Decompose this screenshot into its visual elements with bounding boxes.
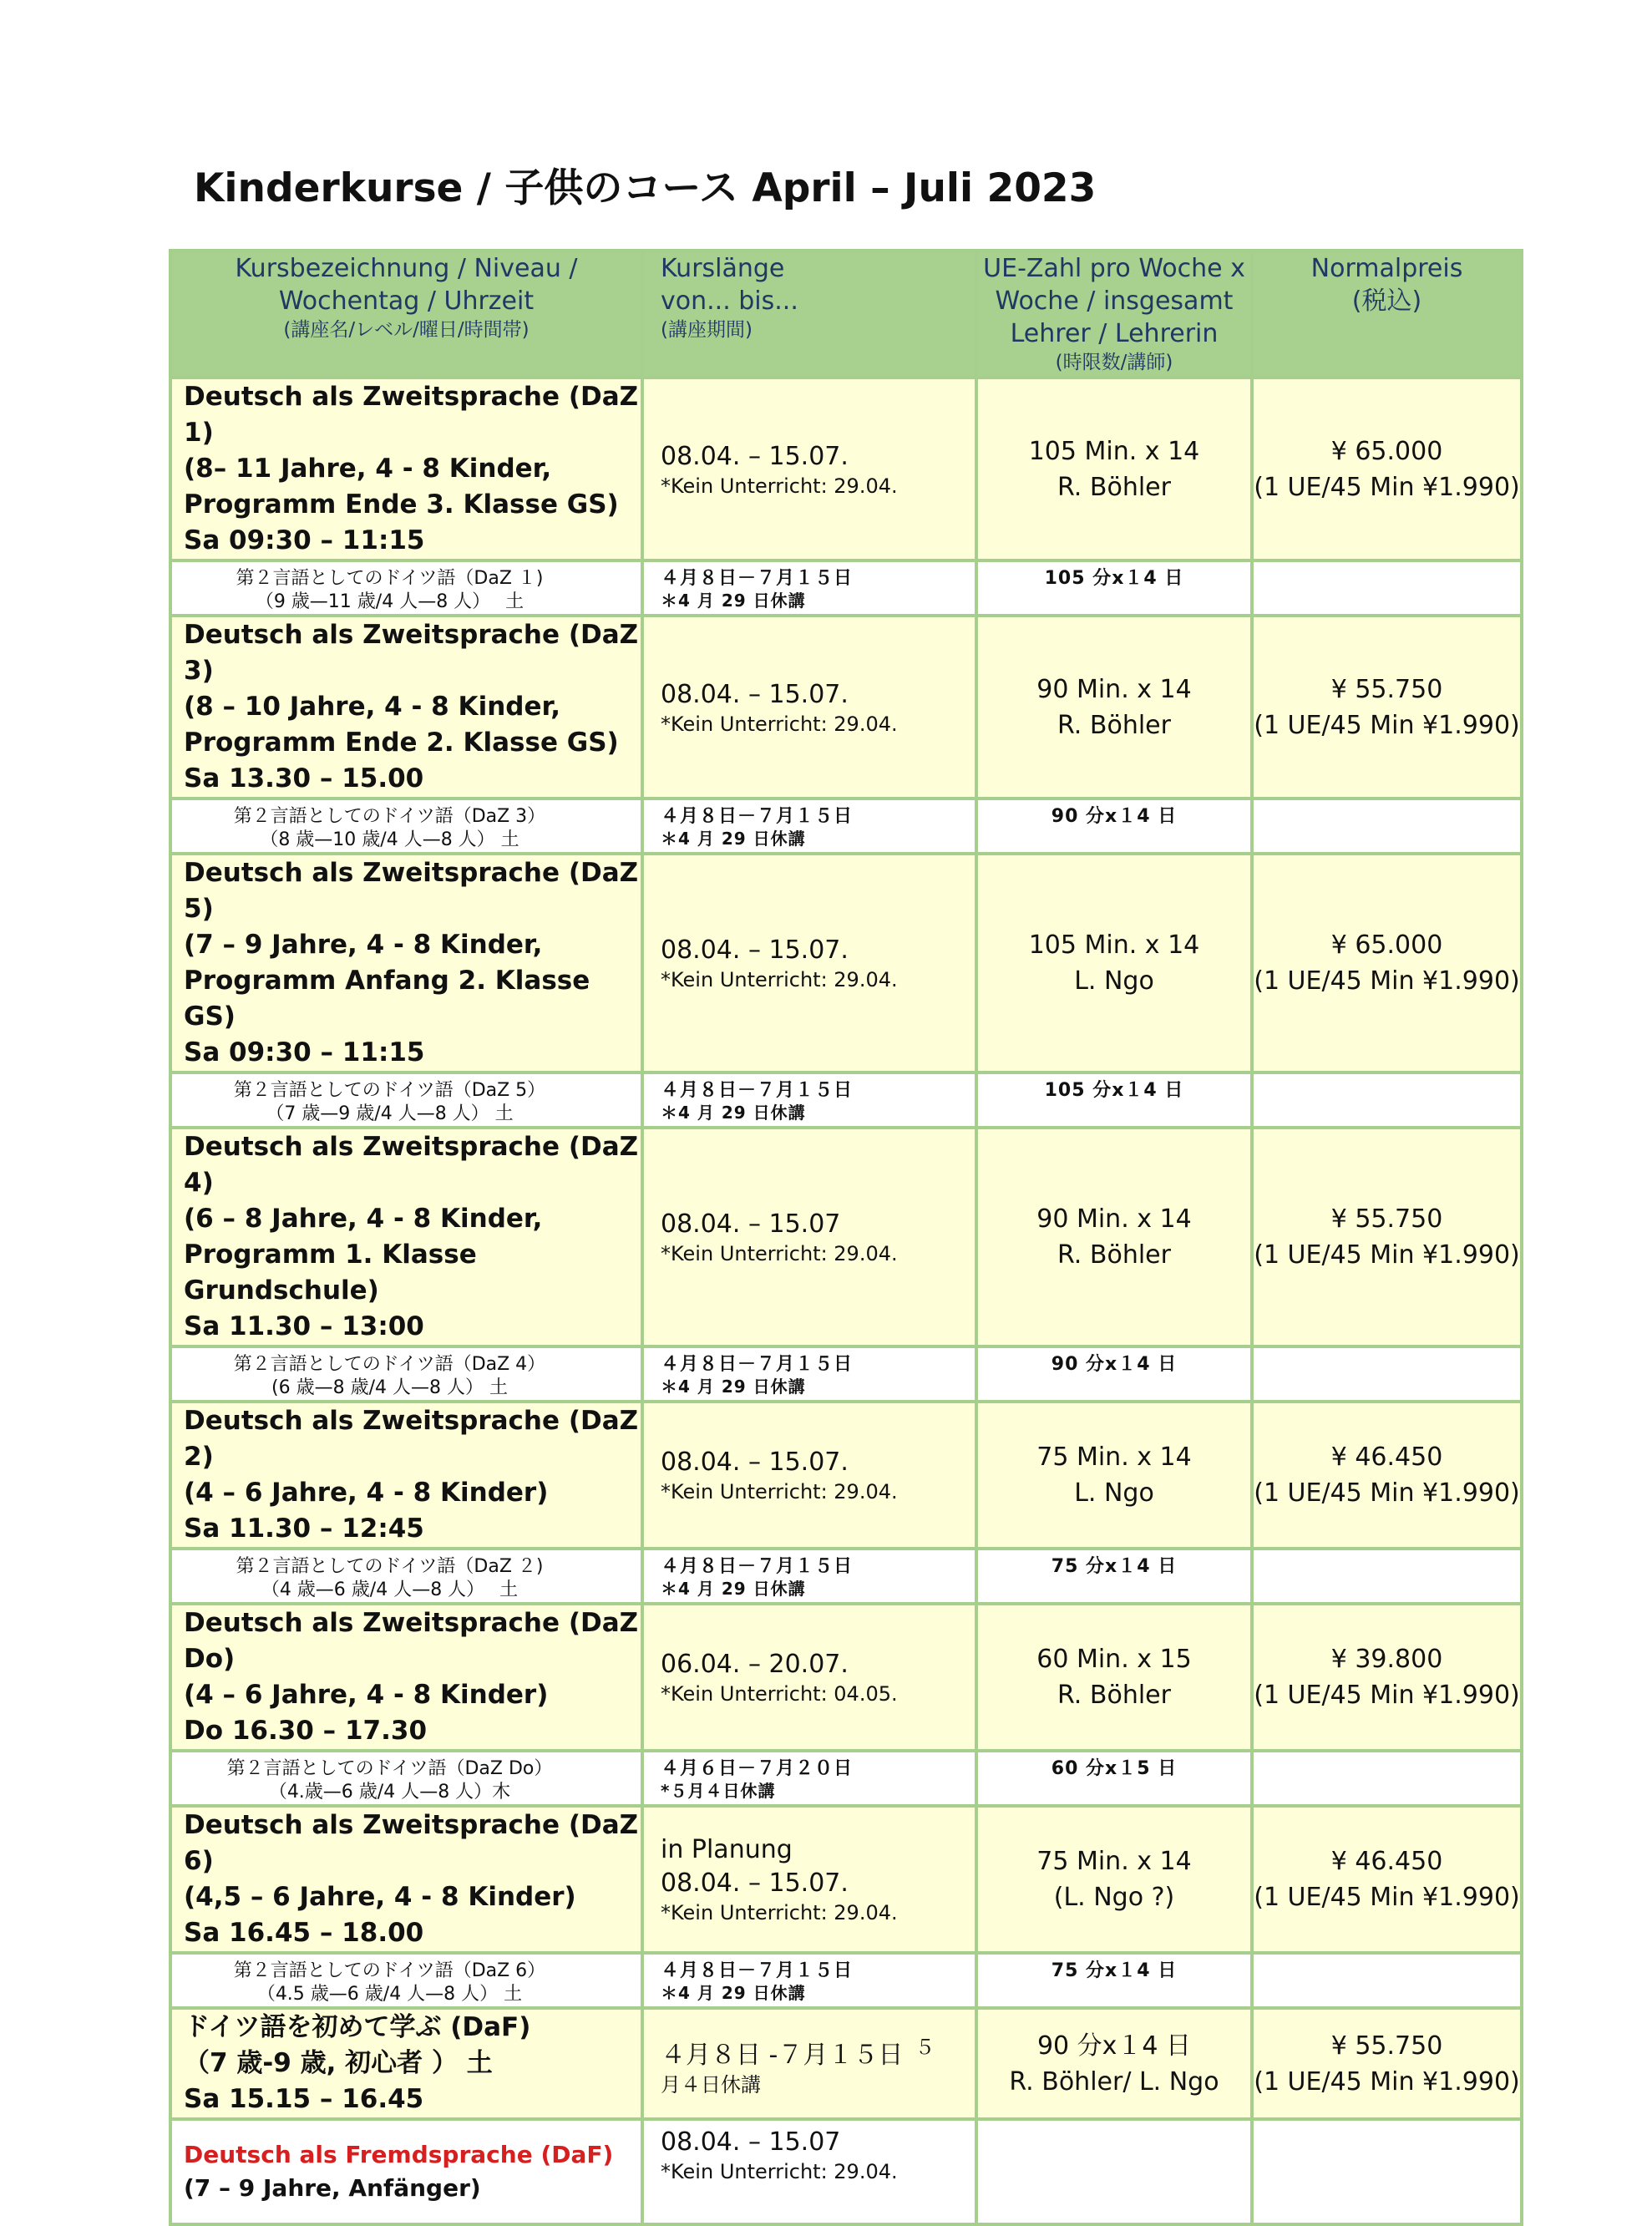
jp-dates-cell [642,1346,976,1402]
course-name-cell [170,378,642,560]
course-lessons-cell [976,616,1252,799]
course-dates-cell [642,378,976,560]
jp-no-class-note: ＊4 月 29 日休講 [661,1377,806,1397]
course-price-cell [1252,1128,1522,1346]
header-course-name: Kursbezeichnung / Niveau / Wochentag / Uhrzeit (講座名/レベル/曜日/時間帯) [170,251,642,378]
page-title: Kinderkurse / 子供のコース April – Juli 2023 [194,165,1097,211]
jp-no-class-note: ＊4 月 29 日休講 [661,591,806,611]
course-row [170,1402,1522,1549]
jp-dates: ４月６日－７月２０日 [661,1758,854,1779]
course-price-cell [1252,1806,1522,1953]
course-price-cell [1252,1402,1522,1549]
daf-lessons-cell [976,2119,1252,2224]
course-japanese-row [170,1346,1522,1402]
jp-lessons-cell [976,1549,1252,1604]
course-lessons-line: R. Böhler [1057,1240,1171,1270]
course-name-line: (8– 11 Jahre, 4 - 8 Kinder, [184,454,552,484]
jp-course-name-line: 第２言語としてのドイツ語（DaZ １) [236,568,544,589]
course-name-line: Deutsch als Zweitsprache (DaZ 3) [184,620,639,686]
course-price-line: ¥ 55.750 [1330,1204,1443,1234]
header-lessons-teacher: UE-Zahl pro Woche x Woche / insgesamt Lehrer / Lehrerin (時限数/講師) [976,251,1252,378]
daf-jp-name-line: （7 歳-9 歳, 初心者 ） 土 [184,2048,493,2078]
jp-course-name-line: 第２言語としてのドイツ語（DaZ ２) [236,1556,544,1577]
course-row [170,378,1522,560]
jp-lessons: 90 分x１4 日 [1051,1354,1178,1375]
course-dates-cell [642,616,976,799]
course-lessons-line: L. Ngo [1074,1478,1154,1508]
course-price-cell [1252,854,1522,1072]
jp-lessons-cell [976,1072,1252,1128]
course-name-line: Deutsch als Zweitsprache (DaZ 2) [184,1406,639,1472]
course-price-line: (1 UE/45 Min ¥1.990) [1254,1883,1520,1912]
course-name-line: (6 – 8 Jahre, 4 - 8 Kinder, [184,1204,543,1234]
course-price-line: (1 UE/45 Min ¥1.990) [1254,966,1520,996]
jp-dates: ４月８日－７月１５日 [661,1354,854,1375]
header-price: Normalpreis (税込) [1252,251,1522,378]
jp-no-class-note: ＊4 月 29 日休講 [661,829,806,849]
daf-name: Deutsch als Fremdsprache (DaF) [184,2141,614,2168]
jp-lessons: 90 分x１4 日 [1051,806,1178,827]
course-name-line: Programm 1. Klasse Grundschule) [184,1240,477,1306]
course-lessons-line: 75 Min. x 14 [1036,1847,1192,1876]
course-lessons-line: 90 Min. x 14 [1036,674,1192,704]
daf-dates: 08.04. – 15.07 [661,2127,841,2157]
course-price-line: ¥ 65.000 [1330,436,1443,466]
course-price-line: (1 UE/45 Min ¥1.990) [1254,1240,1520,1270]
daf-no-class-note: *Kein Unterricht: 29.04. [661,2160,898,2183]
course-price-line: (1 UE/45 Min ¥1.990) [1254,710,1520,740]
course-table [169,249,1523,2226]
course-name-line: Deutsch als Zweitsprache (DaZ 4) [184,1132,639,1198]
jp-dates: ４月８日－７月１５日 [661,1960,854,1981]
course-dates: 08.04. – 15.07 [661,1209,841,1239]
jp-lessons: 75 分x１4 日 [1051,1556,1178,1577]
jp-dates: ４月８日－７月１５日 [661,1556,854,1577]
daf-price-cell [1252,2119,1522,2224]
jp-course-name-cell [170,1346,642,1402]
course-name-line: (7 – 9 Jahre, 4 - 8 Kinder, [184,930,543,960]
course-name-cell [170,1402,642,1549]
course-name-line: Programm Anfang 2. Klasse GS) [184,966,590,1032]
jp-dates-cell [642,1953,976,2008]
course-name-line: Programm Ende 3. Klasse GS) [184,489,619,520]
jp-lessons-cell [976,1751,1252,1806]
jp-course-name-cell [170,1549,642,1604]
daf-jp-dates-cell [642,2008,976,2119]
daf-jp-name-cell [170,2008,642,2119]
jp-no-class-note: ＊4 月 29 日休講 [661,1579,806,1599]
jp-dates-cell [642,1751,976,1806]
jp-lessons-cell [976,560,1252,616]
jp-price-cell [1252,1751,1522,1806]
course-name-cell [170,1604,642,1751]
jp-dates: ４月８日－７月１５日 [661,1080,854,1101]
jp-price-cell [1252,560,1522,616]
jp-course-name-cell [170,560,642,616]
course-price-cell [1252,378,1522,560]
jp-course-name-line: 第２言語としてのドイツ語（DaZ Do） [226,1758,553,1779]
course-name-line: (4 – 6 Jahre, 4 - 8 Kinder) [184,1478,549,1508]
daf-jp-dates-superscript: ５ [915,2035,935,2059]
daf-jp-dates-line [661,2031,975,2072]
jp-course-name-line: （7 歳—9 歳/4 人—8 人） 土 [266,1103,514,1124]
course-dates-cell [642,1128,976,1346]
course-lessons-line: 90 Min. x 14 [1036,1204,1192,1234]
daf-japanese-row [170,2008,1522,2119]
daf-row [170,2119,1522,2224]
course-japanese-row [170,1072,1522,1128]
course-lessons-cell [976,1604,1252,1751]
course-row [170,616,1522,799]
course-row [170,1128,1522,1346]
course-dates: 08.04. – 15.07. [661,441,849,471]
course-name-cell [170,616,642,799]
course-japanese-row [170,1751,1522,1806]
course-name-line: (4 – 6 Jahre, 4 - 8 Kinder) [184,1680,549,1710]
course-price-line: ¥ 39.800 [1330,1645,1443,1674]
course-lessons-cell [976,1806,1252,1953]
course-name-line: Deutsch als Zweitsprache (DaZ 6) [184,1810,639,1876]
daf-jp-name-line: Sa 15.15 – 16.45 [184,2084,424,2114]
jp-course-name-line: （4 歳—6 歳/4 人—8 人） 土 [261,1579,519,1600]
course-name-line: Sa 09:30 – 11:15 [184,525,425,555]
course-row [170,854,1522,1072]
jp-no-class-note: ＊4 月 29 日休講 [661,1983,806,2003]
daf-jp-price-cell [1252,2008,1522,2119]
course-japanese-row [170,560,1522,616]
course-price-cell [1252,616,1522,799]
course-name-line: Sa 16.45 – 18.00 [184,1918,424,1948]
daf-jp-note: 月４日休講 [661,2072,761,2097]
course-lessons-line: R. Böhler [1057,472,1171,502]
jp-dates-cell [642,1549,976,1604]
jp-course-name-line: (6 歳—8 歳/4 人—8 人） 土 [271,1377,508,1398]
jp-no-class-note: ＊4 月 29 日休講 [661,1103,806,1123]
jp-price-cell [1252,1549,1522,1604]
jp-course-name-line: （9 歳—11 歳/4 人—8 人） 土 [255,591,524,612]
course-name-line: Deutsch als Zweitsprache (DaZ 5) [184,858,639,924]
jp-course-name-cell [170,1953,642,2008]
daf-jp-name-line: ドイツ語を初めて学ぶ (DaF) [184,2012,531,2042]
course-no-class-note: *Kein Unterricht: 29.04. [661,1242,898,1265]
jp-dates: ４月８日－７月１５日 [661,568,854,589]
course-no-class-note: *Kein Unterricht: 04.05. [661,1682,898,1706]
course-lessons-line: R. Böhler [1057,710,1171,740]
daf-jp-price-line: ¥ 55.750 [1330,2031,1443,2061]
course-lessons-line: 105 Min. x 14 [1028,930,1200,960]
jp-lessons-cell [976,1953,1252,2008]
course-name-line: (4,5 – 6 Jahre, 4 - 8 Kinder) [184,1882,576,1912]
course-dates-cell [642,854,976,1072]
table-header-row [170,251,1522,378]
course-dates: 06.04. – 20.07. [661,1650,849,1679]
jp-dates-cell [642,799,976,854]
jp-price-cell [1252,799,1522,854]
course-no-class-note: *Kein Unterricht: 29.04. [661,712,898,736]
jp-course-name-line: 第２言語としてのドイツ語（DaZ 5） [233,1080,546,1101]
course-lessons-line: 105 Min. x 14 [1028,436,1200,466]
daf-jp-dates: ４月８日 -７月１５日 [661,2040,904,2070]
course-japanese-row [170,799,1522,854]
jp-no-class-note: *５月４日休講 [661,1781,776,1801]
course-row [170,1604,1522,1751]
course-lessons-line: L. Ngo [1074,966,1154,996]
course-name-cell [170,854,642,1072]
jp-lessons-cell [976,799,1252,854]
course-name-line: Sa 11.30 – 12:45 [184,1514,424,1544]
jp-course-name-line: 第２言語としてのドイツ語（DaZ 3） [233,806,546,827]
course-plan-status: in Planung [661,1835,793,1864]
course-no-class-note: *Kein Unterricht: 29.04. [661,1901,898,1924]
jp-lessons: 105 分x１4 日 [1044,568,1184,589]
course-price-line: ¥ 46.450 [1330,1443,1443,1472]
course-no-class-note: *Kein Unterricht: 29.04. [661,968,898,991]
course-name-line: Sa 09:30 – 11:15 [184,1037,425,1067]
course-lessons-line: (L. Ngo ?) [1053,1883,1175,1912]
course-lessons-line: 60 Min. x 15 [1036,1645,1192,1674]
course-price-line: (1 UE/45 Min ¥1.990) [1254,472,1520,502]
jp-course-name-line: 第２言語としてのドイツ語（DaZ 6） [233,1960,546,1981]
course-price-line: ¥ 46.450 [1330,1847,1443,1876]
course-lessons-cell [976,854,1252,1072]
jp-lessons: 75 分x１4 日 [1051,1960,1178,1981]
course-price-cell [1252,1604,1522,1751]
course-price-line: (1 UE/45 Min ¥1.990) [1254,1478,1520,1508]
course-dates-cell [642,1806,976,1953]
course-price-line: ¥ 65.000 [1330,930,1443,960]
jp-price-cell [1252,1072,1522,1128]
course-lessons-line: R. Böhler [1057,1681,1171,1710]
daf-jp-lessons-line: R. Böhler/ L. Ngo [1009,2066,1219,2097]
jp-price-cell [1252,1953,1522,2008]
course-dates: 08.04. – 15.07. [661,1448,849,1477]
jp-course-name-line: （4.5 歳—6 歳/4 人—8 人） 土 [256,1984,523,2005]
jp-dates-cell [642,560,976,616]
course-name-line: Sa 13.30 – 15.00 [184,763,424,794]
course-name-line: (8 – 10 Jahre, 4 - 8 Kinder, [184,692,560,722]
daf-dates-cell [642,2119,976,2224]
course-dates-cell [642,1604,976,1751]
course-price-line: ¥ 55.750 [1330,674,1443,704]
daf-jp-lessons-line: 90 分x１4 日 [1036,2031,1192,2061]
course-dates-cell [642,1402,976,1549]
daf-jp-lessons-cell [976,2008,1252,2119]
jp-lessons-cell [976,1346,1252,1402]
daf-age-level: (7 – 9 Jahre, Anfänger) [184,2174,481,2202]
jp-course-name-line: （4.歳—6 歳/4 人—8 人）木 [268,1782,511,1803]
course-dates: 08.04. – 15.07. [661,1869,849,1898]
jp-dates-cell [642,1072,976,1128]
course-name-line: Deutsch als Zweitsprache (DaZ Do) [184,1608,639,1674]
course-name-cell [170,1128,642,1346]
course-name-line: Do 16.30 – 17.30 [184,1716,428,1746]
course-no-class-note: *Kein Unterricht: 29.04. [661,474,898,498]
jp-course-name-cell [170,1751,642,1806]
jp-lessons: 105 分x１4 日 [1044,1080,1184,1101]
course-no-class-note: *Kein Unterricht: 29.04. [661,1480,898,1503]
course-lessons-cell [976,378,1252,560]
course-lessons-cell [976,1402,1252,1549]
jp-course-name-line: （8 歳—10 歳/4 人—8 人） 土 [260,829,519,850]
daf-jp-price-line: (1 UE/45 Min ¥1.990) [1254,2066,1520,2097]
course-price-line: (1 UE/45 Min ¥1.990) [1254,1681,1520,1710]
course-japanese-row [170,1953,1522,2008]
course-lessons-cell [976,1128,1252,1346]
course-row [170,1806,1522,1953]
jp-price-cell [1252,1346,1522,1402]
header-course-length: Kurslänge von... bis... (講座期間) [642,251,976,378]
course-name-cell [170,1806,642,1953]
jp-dates: ４月８日－７月１５日 [661,806,854,827]
daf-name-cell [170,2119,642,2224]
course-japanese-row [170,1549,1522,1604]
jp-lessons: 60 分x１5 日 [1051,1758,1178,1779]
jp-course-name-cell [170,1072,642,1128]
course-dates: 08.04. – 15.07. [661,936,849,965]
course-name-line: Sa 11.30 – 13:00 [184,1311,424,1341]
course-name-line: Deutsch als Zweitsprache (DaZ 1) [184,382,639,448]
jp-course-name-cell [170,799,642,854]
course-name-line: Programm Ende 2. Klasse GS) [184,728,619,758]
course-dates: 08.04. – 15.07. [661,679,849,709]
course-lessons-line: 75 Min. x 14 [1036,1443,1192,1472]
jp-course-name-line: 第２言語としてのドイツ語（DaZ 4） [233,1354,546,1375]
